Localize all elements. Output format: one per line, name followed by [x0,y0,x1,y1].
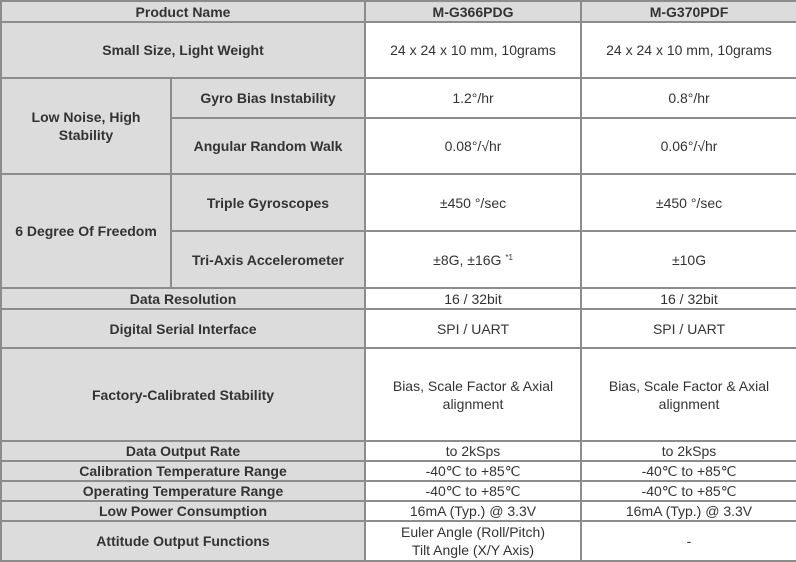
dof-label: 6 Degree Of Freedom [1,174,171,288]
op-temp-value-a: -40℃ to +85℃ [365,481,581,501]
arw-value-a: 0.08°/√hr [365,118,581,174]
header-model-b: M-G370PDF [581,1,796,22]
calibrated-label: Factory-Calibrated Stability [1,348,365,441]
calibrated-value-a: Bias, Scale Factor & Axial alignment [365,348,581,441]
row-op-temp [1,481,796,501]
cal-temp-value-b: -40℃ to +85℃ [581,461,796,481]
arw-value-b: 0.06°/√hr [581,118,796,174]
row-output-rate [1,441,796,461]
size-value-a: 24 x 24 x 10 mm, 10grams [365,22,581,78]
output-rate-value-a: to 2kSps [365,441,581,461]
gyro-bias-value-b: 0.8°/hr [581,78,796,118]
row-resolution [1,288,796,309]
interface-label: Digital Serial Interface [1,309,365,348]
power-value-b: 16mA (Typ.) @ 3.3V [581,501,796,521]
accel-footnote-mark: *1 [505,252,513,262]
output-rate-value-b: to 2kSps [581,441,796,461]
row-power [1,501,796,521]
interface-value-a: SPI / UART [365,309,581,348]
row-gyro-bias [1,78,796,118]
attitude-value-b: - [581,521,796,561]
power-value-a: 16mA (Typ.) @ 3.3V [365,501,581,521]
header-model-a: M-G366PDG [365,1,581,22]
attitude-value-a [365,521,581,561]
accel-value-b: ±10G [581,231,796,288]
gyros-value-a: ±450 °/sec [365,174,581,231]
resolution-label: Data Resolution [1,288,365,309]
gyro-bias-label: Gyro Bias Instability [171,78,365,118]
attitude-label: Attitude Output Functions [1,521,365,561]
gyros-value-b: ±450 °/sec [581,174,796,231]
calibrated-value-b: Bias, Scale Factor & Axial alignment [581,348,796,441]
header-row [1,1,796,22]
noise-label: Low Noise, High Stability [1,78,171,174]
op-temp-value-b: -40℃ to +85℃ [581,481,796,501]
row-interface [1,309,796,348]
cal-temp-label: Calibration Temperature Range [1,461,365,481]
row-size [1,22,796,78]
size-value-b: 24 x 24 x 10 mm, 10grams [581,22,796,78]
gyro-bias-value-a: 1.2°/hr [365,78,581,118]
row-gyros [1,174,796,231]
size-label: Small Size, Light Weight [1,22,365,78]
row-calibrated [1,348,796,441]
header-product-name: Product Name [1,1,365,22]
accel-value-a [365,231,581,288]
row-attitude [1,521,796,561]
output-rate-label: Data Output Rate [1,441,365,461]
interface-value-b: SPI / UART [581,309,796,348]
resolution-value-b: 16 / 32bit [581,288,796,309]
attitude-value-a-line2: Tilt Angle (X/Y Axis) [411,542,535,558]
power-label: Low Power Consumption [1,501,365,521]
row-cal-temp [1,461,796,481]
accel-label: Tri-Axis Accelerometer [171,231,365,288]
gyros-label: Triple Gyroscopes [171,174,365,231]
accel-value-a-text: ±8G, ±16G [433,251,502,268]
attitude-value-a-line1: Euler Angle (Roll/Pitch) [401,524,545,540]
cal-temp-value-a: -40℃ to +85℃ [365,461,581,481]
arw-label: Angular Random Walk [171,118,365,174]
resolution-value-a: 16 / 32bit [365,288,581,309]
op-temp-label: Operating Temperature Range [1,481,365,501]
